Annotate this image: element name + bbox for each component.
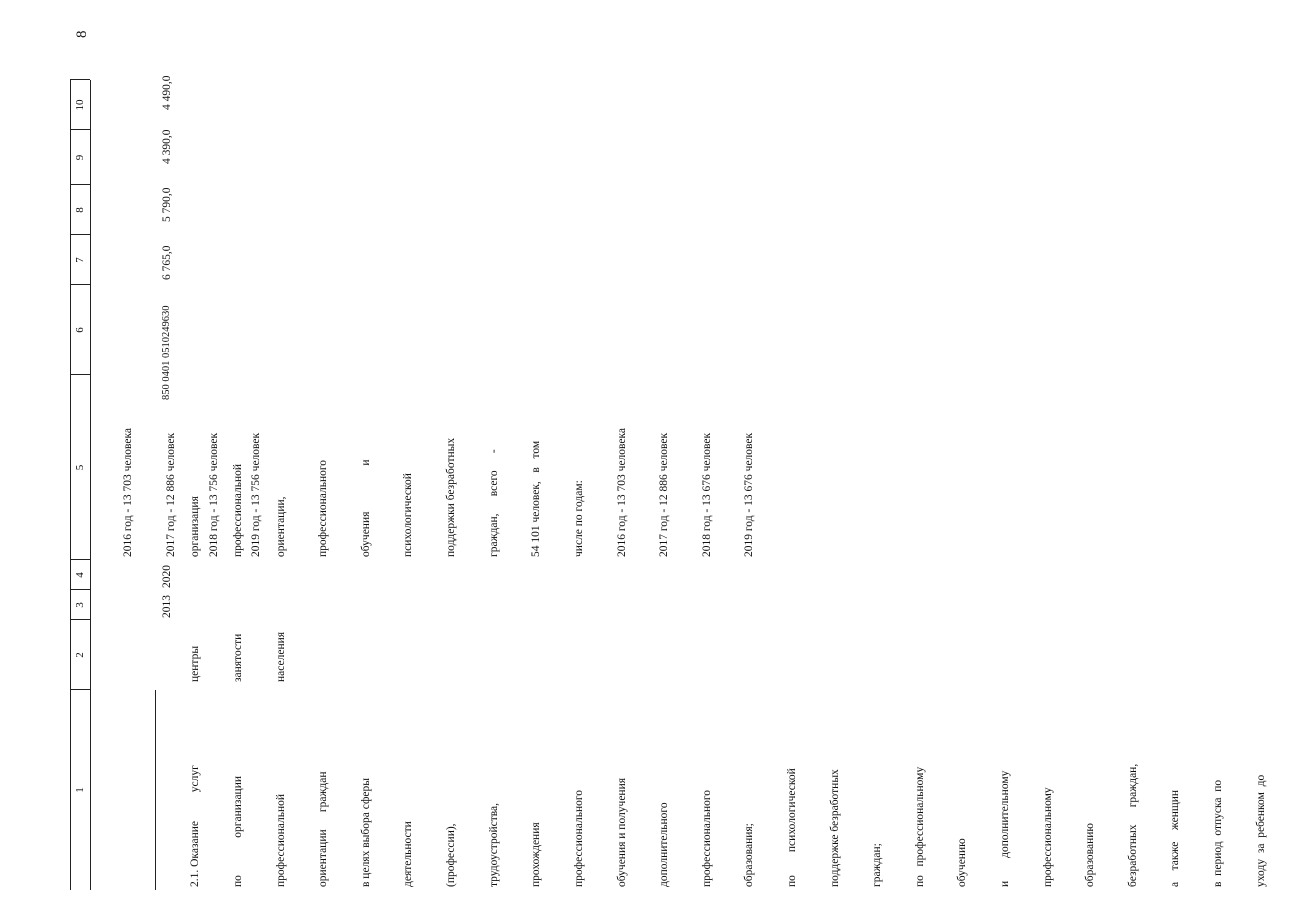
desc-line: уходу за ребенком до [1254,774,1267,887]
desc-line: деятельности [402,821,415,887]
col-header-3: 3 [74,602,86,608]
desc-line: обучению [956,838,969,887]
desc-line: прохождения [530,822,543,887]
col-header-1: 1 [74,787,86,793]
result-line: 2016 год - 13 703 человека [615,427,628,557]
desc-line: 2.1. Оказание услуг [189,765,202,887]
row-col6-budget-code: 850 0401 0510249630 [161,305,172,400]
row-separator [155,690,156,890]
row-col2-executor [160,632,316,682]
row-col8-amount: 5 790,0 [161,187,173,222]
desc-line: в целях выбора сферы [359,778,372,887]
col-header-4: 4 [74,572,86,578]
result-line: обучения и [359,459,372,557]
executor-line: населения [274,631,287,682]
rotated-table [70,20,1267,890]
row-col7-amount: 6 765,0 [161,245,173,280]
result-line: граждан, всего - [487,449,500,557]
prev-row-line: 2016 год - 13 703 человека [122,427,135,557]
result-line: ориентации, [274,496,287,557]
desc-line: образования; [743,823,756,887]
result-line: 54 101 человек, в том [530,440,543,557]
prev-row-line: 2019 год - 13 756 человек [250,432,263,557]
row-col4-end-year: 2020 [161,565,173,588]
desc-line: профессионального [700,789,713,887]
result-line: профессионального [317,459,330,557]
desc-line: ориентации граждан [317,771,330,887]
desc-line: безработных граждан, [1126,763,1139,887]
result-line: числе по годам: [572,480,585,557]
header-bottom-border [90,80,91,890]
col-header-2: 2 [74,652,86,658]
desc-line: по профессиональному [913,766,926,887]
desc-line: профессиональному [1041,787,1054,887]
desc-line: (профессии), [445,823,458,887]
desc-line: трудоустройства, [487,802,500,887]
desc-line: а также женщин [1169,789,1182,887]
desc-line: по организации [232,775,245,887]
desc-line: дополнительного [658,802,671,887]
desc-line: профессионального [572,789,585,887]
executor-line: центры [189,645,202,682]
executor-line: занятости [232,633,245,682]
col-header-5: 5 [74,464,86,471]
col-header-10: 10 [74,99,86,111]
desc-line: обучения и получения [615,777,628,887]
row-col1-description [160,764,1296,887]
col-header-6: 6 [74,327,86,333]
desc-line: по психологической [785,768,798,887]
desc-line: в период отпуска по [1212,779,1225,887]
result-line: 2019 год - 13 676 человек [743,432,756,557]
desc-line: профессиональной [274,793,287,887]
desc-line: и дополнительному [998,770,1011,887]
row-col3-start-year: 2013 [161,595,173,618]
prev-row-line: 2018 год - 13 756 человек [207,432,220,557]
result-line: психологической [402,473,415,557]
row-col9-amount: 4 390,0 [161,129,173,164]
page-number: 8 [74,30,90,38]
row-col10-amount: 4 490,0 [161,75,173,110]
prev-row-line: 2017 год - 12 886 человек [165,432,178,557]
result-line: поддержки безработных [445,437,458,557]
desc-line: поддержке безработных [828,769,841,887]
desc-line: граждан; [871,843,884,887]
result-line: профессиональной [232,463,245,557]
result-line: организация [189,496,202,557]
row-col5-result [160,428,785,557]
desc-line: образованию [1084,823,1097,887]
col-header-9: 9 [74,154,86,161]
result-line: 2017 год - 12 886 человек [658,432,671,557]
result-line: 2018 год - 13 676 человек [700,432,713,557]
col-header-7: 7 [74,257,86,263]
col-header-8: 8 [74,207,86,213]
